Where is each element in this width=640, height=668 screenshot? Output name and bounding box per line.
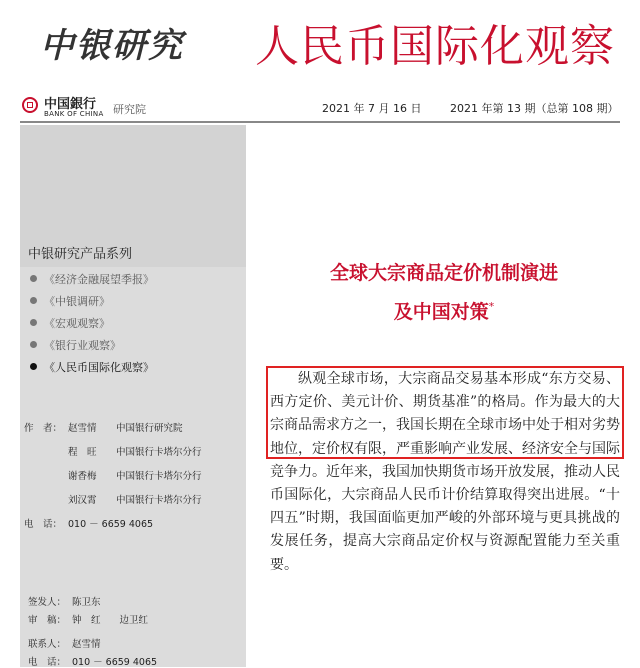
bank-name-cn: 中国銀行	[44, 97, 97, 112]
issue-number: 2021 年第 13 期（总第 108 期）	[450, 102, 619, 115]
phone-label: 电 话：	[24, 519, 63, 530]
signer-label: 签发人：	[28, 597, 67, 608]
product-item[interactable]: 《银行业观察》	[30, 337, 121, 353]
contact-label: 联系人：	[28, 639, 67, 650]
bank-name-en: BANK OF CHINA	[44, 110, 104, 118]
article-body: 纵观全球市场，大宗商品交易基本形成“东方交易、西方定价、美元计价、期货基准”的格局。作为最大的大宗商品需求方之一，我国长期在全球市场中处于相对劣势地位，定价权有限，严重影响产业发展、经济安全与国际竞争力。近年来，我国加快期货市场开放发展，推动人民币国际化，大宗商品人民币计价结算取得突出进展。“十四五”时期，我国面临更加严峻的外部环境与更具挑战的发展任务，提高大宗商品定价权与资源配置能力至关重要。	[270, 371, 620, 573]
author-org: 中国银行卡塔尔分行	[116, 471, 202, 482]
issue-date: 2021 年 7 月 16 日	[322, 102, 422, 115]
bullet-icon	[30, 363, 37, 370]
author-org: 中国银行研究院	[116, 423, 183, 434]
series-title: 人民币国际化观察	[255, 21, 615, 72]
signer-value: 陈卫东	[72, 597, 101, 608]
authors-label: 作 者：	[24, 423, 63, 434]
footnote-mark: *	[488, 300, 495, 313]
product-item[interactable]: 《宏观观察》	[30, 315, 110, 331]
product-item[interactable]: 《经济金融展望季报》	[30, 271, 154, 287]
highlight-annotation-box	[266, 366, 624, 459]
reviewer-value: 钟 红 边卫红	[72, 615, 149, 626]
author-name: 程 旺	[68, 447, 97, 458]
headline-line-2: 及中国对策*	[393, 300, 495, 323]
author-name: 谢香梅	[68, 471, 97, 482]
contact-value: 赵雪情	[72, 639, 101, 650]
reviewer-label: 审 稿：	[28, 615, 67, 626]
phone-value: 010 － 6659 4065	[68, 519, 154, 530]
author-name: 赵雪情	[68, 423, 97, 434]
bullet-icon	[30, 275, 37, 282]
author-org: 中国银行卡塔尔分行	[116, 495, 202, 506]
bullet-icon	[30, 319, 37, 326]
bank-of-china-logo-icon	[22, 97, 38, 113]
contact-phone-label: 电 话：	[28, 657, 67, 668]
product-item-current[interactable]: 《人民币国际化观察》	[30, 359, 154, 375]
author-name: 刘汉霄	[68, 495, 97, 506]
products-heading: 中银研究产品系列	[28, 247, 133, 262]
bullet-icon	[30, 341, 37, 348]
headline-line-1: 全球大宗商品定价机制演进	[329, 262, 558, 284]
product-item[interactable]: 《中银调研》	[30, 293, 110, 309]
bullet-icon	[30, 297, 37, 304]
contact-phone-value: 010 － 6659 4065	[72, 657, 158, 668]
author-org: 中国银行卡塔尔分行	[116, 447, 202, 458]
institute-label: 研究院	[113, 103, 146, 116]
header-divider	[20, 121, 620, 123]
brand-logo: 中银研究	[40, 26, 184, 66]
